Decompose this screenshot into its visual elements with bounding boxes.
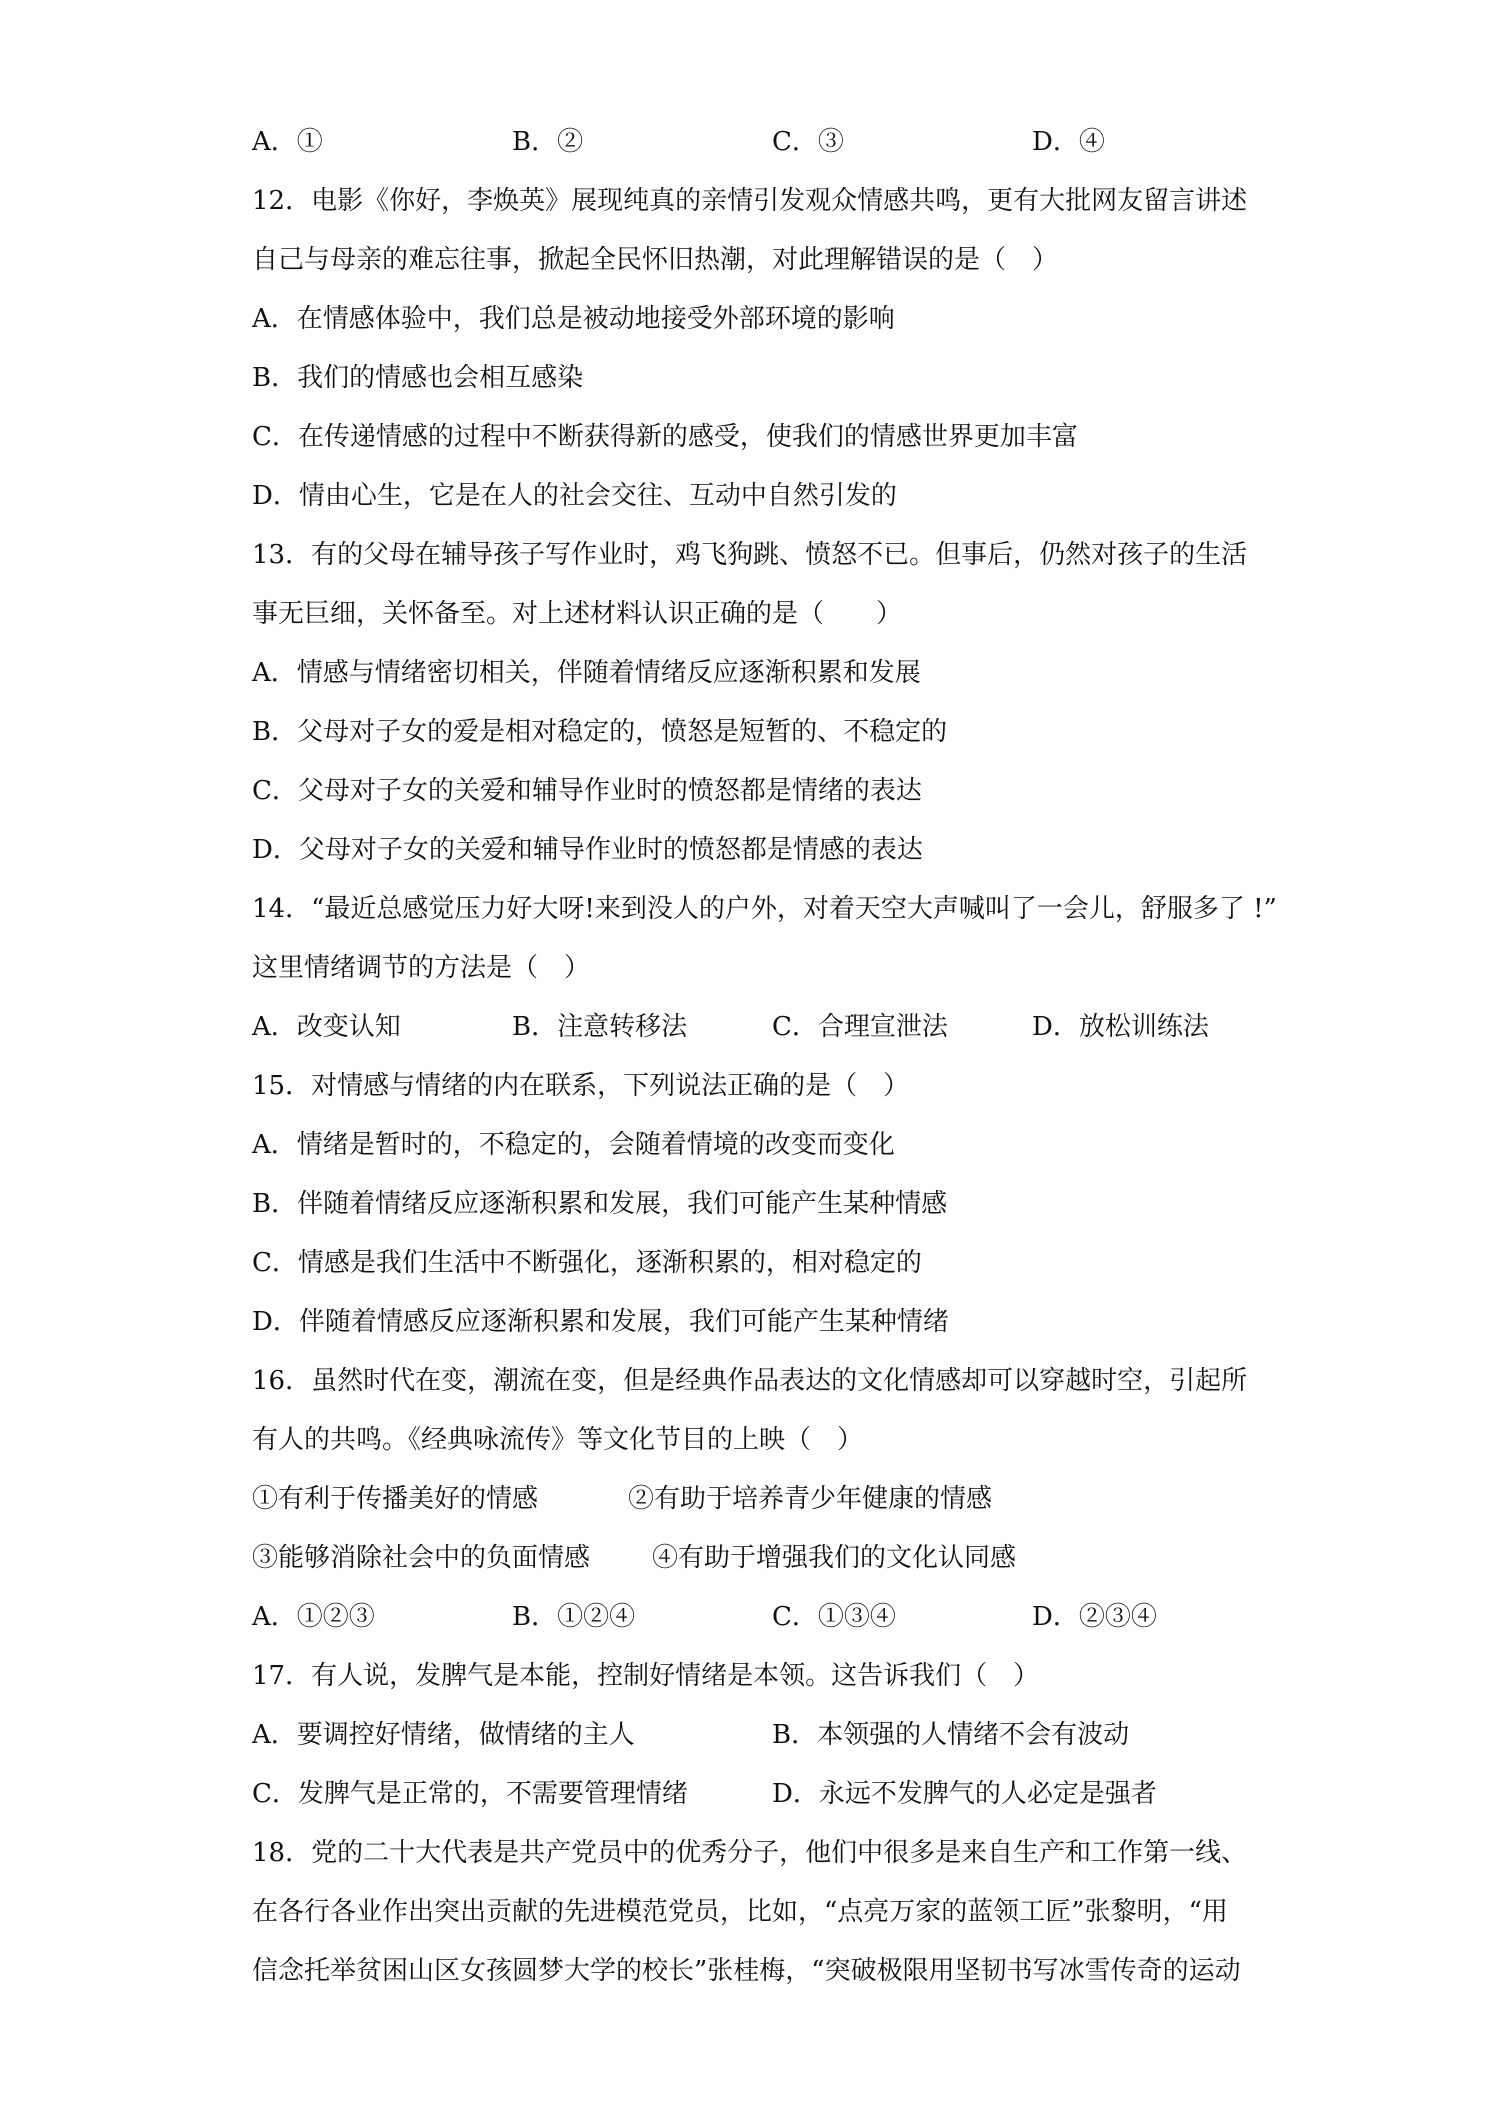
q12-stem-line-1: 12．电影《你好，李焕英》展现纯真的亲情引发观众情感共鸣，更有大批网友留言讲述 [252, 186, 1248, 216]
q16-option-d: D．②③④ [1032, 1602, 1157, 1632]
q15-stem-line-1: 15．对情感与情绪的内在联系，下列说法正确的是（ ） [252, 1071, 910, 1101]
q18-stem-line-3: 信念托举贫困山区女孩圆梦大学的校长”张桂梅，“突破极限用坚韧书写冰雪传奇的运动 [252, 1956, 1241, 1986]
q16-statement-4: ④有助于增强我们的文化认同感 [652, 1543, 1017, 1573]
q15-option-b: B．伴随着情绪反应逐渐积累和发展，我们可能产生某种情感 [252, 1189, 948, 1219]
q18-stem-line-1: 18．党的二十大代表是共产党员中的优秀分子，他们中很多是来自生产和工作第一线、 [252, 1838, 1248, 1868]
q13-stem-line-1: 13．有的父母在辅导孩子写作业时，鸡飞狗跳、愤怒不已。但事后，仍然对孩子的生活 [252, 540, 1248, 570]
q14-option-a: A．改变认知 [252, 1012, 401, 1042]
q15-option-d: D．伴随着情感反应逐渐积累和发展，我们可能产生某种情绪 [252, 1307, 949, 1337]
q16-option-a: A．①②③ [252, 1602, 375, 1632]
q12-option-c: C．在传递情感的过程中不断获得新的感受，使我们的情感世界更加丰富 [252, 422, 1078, 452]
q13-option-c: C．父母对子女的关爱和辅导作业时的愤怒都是情绪的表达 [252, 776, 922, 806]
q12-option-d: D．情由心生，它是在人的社会交往、互动中自然引发的 [252, 481, 897, 511]
q12-stem-line-2: 自己与母亲的难忘往事，掀起全民怀旧热潮，对此理解错误的是（ ） [252, 245, 1059, 275]
q13-option-a: A．情感与情绪密切相关，伴随着情绪反应逐渐积累和发展 [252, 658, 921, 688]
q17-option-c: C．发脾气是正常的，不需要管理情绪 [252, 1779, 688, 1809]
q11-option-d: D．④ [1032, 127, 1105, 157]
q16-statement-3: ③能够消除社会中的负面情感 [252, 1543, 591, 1573]
q12-option-a: A．在情感体验中，我们总是被动地接受外部环境的影响 [252, 304, 895, 334]
q17-option-a: A．要调控好情绪，做情绪的主人 [252, 1720, 635, 1750]
q14-stem-line-1: 14．“最近总感觉压力好大呀!来到没人的户外，对着天空大声喊叫了一会儿，舒服多了 !” [252, 894, 1277, 924]
q11-option-c: C．③ [772, 127, 844, 157]
q15-option-a: A．情绪是暂时的，不稳定的，会随着情境的改变而变化 [252, 1130, 895, 1160]
q14-option-b: B．注意转移法 [512, 1012, 688, 1042]
q17-option-d: D．永远不发脾气的人必定是强者 [772, 1779, 1157, 1809]
q18-stem-line-2: 在各行各业作出突出贡献的先进模范党员，比如，“点亮万家的蓝领工匠”张黎明，“用 [252, 1897, 1228, 1927]
q16-option-b: B．①②④ [512, 1602, 636, 1632]
q12-option-b: B．我们的情感也会相互感染 [252, 363, 584, 393]
q16-stem-line-1: 16．虽然时代在变，潮流在变，但是经典作品表达的文化情感却可以穿越时空，引起所 [252, 1366, 1248, 1396]
q13-stem-line-2: 事无巨细，关怀备至。对上述材料认识正确的是（ ） [252, 599, 903, 629]
q13-option-b: B．父母对子女的爱是相对稳定的，愤怒是短暂的、不稳定的 [252, 717, 948, 747]
q16-statement-1: ①有利于传播美好的情感 [252, 1484, 539, 1514]
q13-option-d: D．父母对子女的关爱和辅导作业时的愤怒都是情感的表达 [252, 835, 923, 865]
q14-stem-line-2: 这里情绪调节的方法是（ ） [252, 953, 591, 983]
q16-option-c: C．①③④ [772, 1602, 896, 1632]
q17-option-b: B．本领强的人情绪不会有波动 [772, 1720, 1130, 1750]
q17-stem-line-1: 17．有人说，发脾气是本能，控制好情绪是本领。这告诉我们（ ） [252, 1661, 1040, 1691]
q15-option-c: C．情感是我们生活中不断强化，逐渐积累的，相对稳定的 [252, 1248, 922, 1278]
q14-option-c: C．合理宣泄法 [772, 1012, 948, 1042]
q11-option-a: A．① [252, 127, 323, 157]
q14-option-d: D．放松训练法 [1032, 1012, 1209, 1042]
q11-option-b: B．② [512, 127, 584, 157]
q16-stem-line-2: 有人的共鸣。《经典咏流传》等文化节目的上映（ ） [252, 1425, 864, 1455]
q16-statement-2: ②有助于培养青少年健康的情感 [628, 1484, 993, 1514]
